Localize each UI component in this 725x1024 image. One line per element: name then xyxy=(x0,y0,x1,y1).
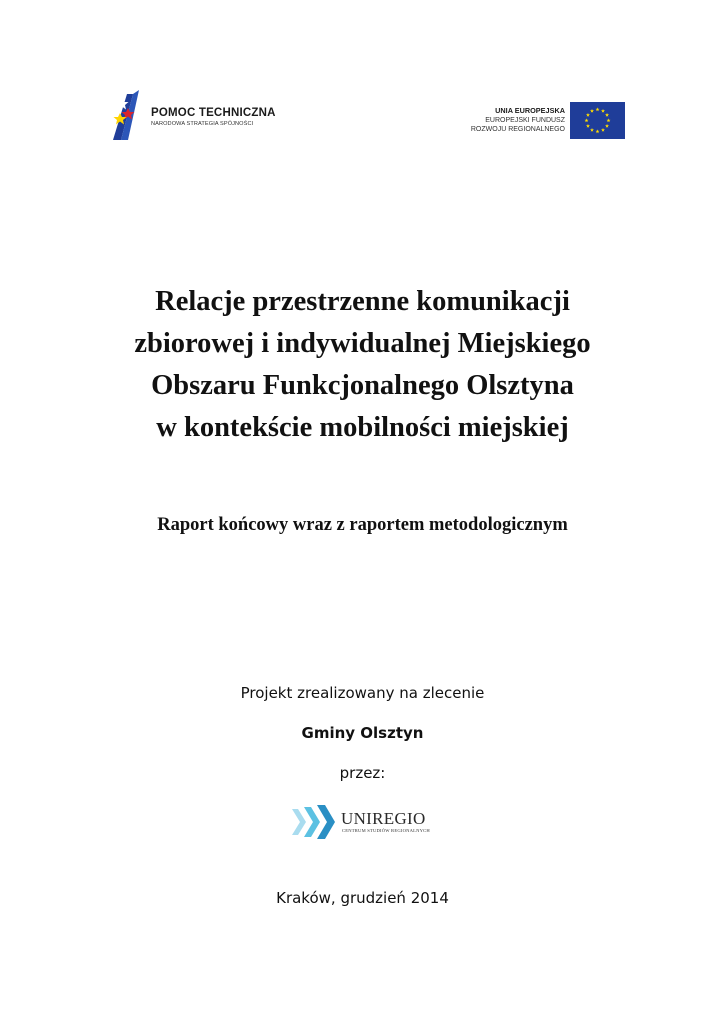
by-text: przez: xyxy=(339,764,386,782)
commission-text: Projekt zrealizowany na zlecenie xyxy=(240,684,485,702)
document-subtitle: Raport końcowy wraz z raportem metodologicznym xyxy=(157,515,568,535)
title-line: zbiorowej i indywidualnej Miejskiego xyxy=(134,328,591,359)
document-title xyxy=(40,281,685,449)
eu-flag-icon xyxy=(570,102,625,139)
client-name: Gminy Olsztyn xyxy=(301,724,424,742)
eu-line-2: EUROPEJSKI FUNDUSZ xyxy=(485,116,565,124)
pomoc-techniczna-logo xyxy=(113,88,293,140)
title-line: Relacje przestrzenne komunikacji xyxy=(155,286,570,317)
uniregio-chevrons-icon xyxy=(292,805,338,839)
title-line: w kontekście mobilności miejskiej xyxy=(156,412,569,443)
place-date: Kraków, grudzień 2014 xyxy=(276,889,449,907)
pomoc-techniczna-name: POMOC TECHNICZNA xyxy=(151,107,276,119)
eu-line-1: UNIA EUROPEJSKA xyxy=(495,106,565,115)
uniregio-tagline: CENTRUM STUDIÓW REGIONALNYCH xyxy=(342,828,430,833)
eu-line-3: ROZWOJU REGIONALNEGO xyxy=(470,126,565,133)
title-line: Obszaru Funkcjonalnego Olsztyna xyxy=(151,370,574,401)
eu-erdf-logo xyxy=(455,100,625,142)
uniregio-logo xyxy=(292,805,442,841)
uniregio-name: UNIREGIO xyxy=(341,809,426,828)
pomoc-techniczna-emblem-icon xyxy=(113,88,149,140)
eu-text-block xyxy=(471,106,565,135)
pomoc-techniczna-tagline: NARODOWA STRATEGIA SPÓJNOŚCI xyxy=(151,121,254,127)
